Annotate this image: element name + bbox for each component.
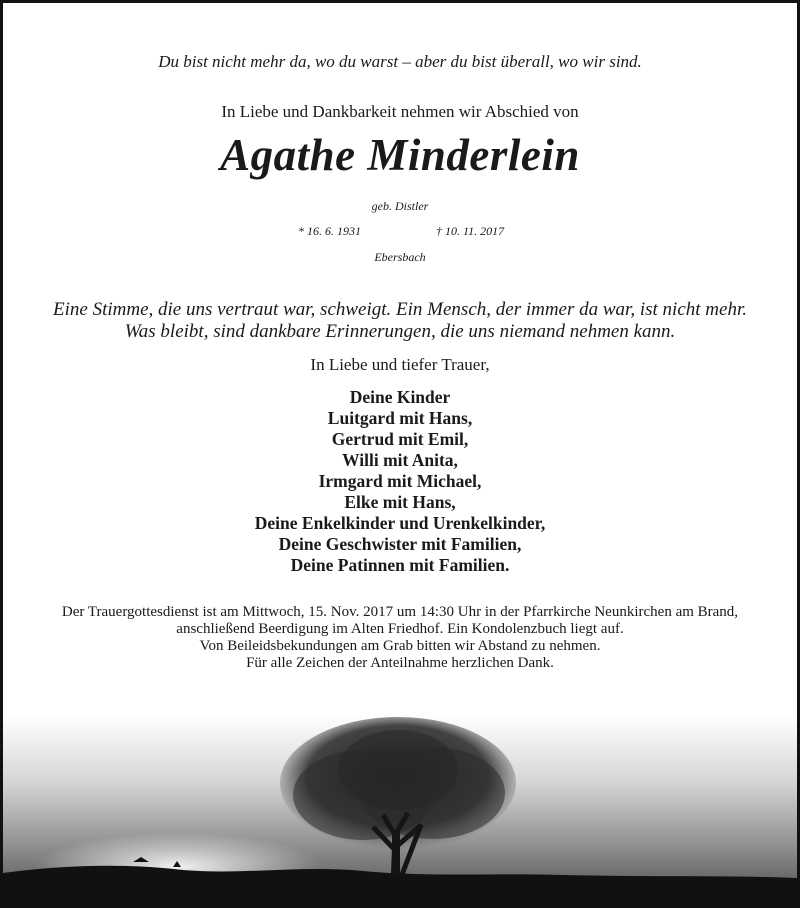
- service-line: Von Beileidsbekundungen am Grab bitten wir Abstand zu nehmen.: [199, 638, 601, 654]
- mourner-line: Willi mit Anita,: [342, 450, 458, 470]
- verse-line: Eine Stimme, die uns vertraut war, schweigt. Ein Mensch, der immer da war, ist nicht mehr.: [53, 299, 747, 320]
- mourner-line: Irmgard mit Michael,: [318, 471, 482, 491]
- mourners-list: [3, 387, 797, 576]
- memorial-verse: [3, 299, 797, 343]
- service-line: Für alle Zeichen der Anteilnahme herzlichen Dank.: [246, 655, 554, 671]
- death-date: † 10. 11. 2017: [436, 224, 505, 238]
- mourner-line: Deine Patinnen mit Familien.: [290, 555, 510, 575]
- mourner-line: Deine Enkelkinder und Urenkelkinder,: [254, 513, 546, 533]
- grief-line: In Liebe und tiefer Trauer,: [310, 355, 490, 374]
- intro-line: In Liebe und Dankbarkeit nehmen wir Abschied von: [221, 102, 579, 121]
- hometown: Ebersbach: [374, 250, 426, 264]
- deceased-name: Agathe Minderlein: [220, 130, 580, 180]
- mourner-line: Gertrud mit Emil,: [331, 429, 469, 449]
- verse-line: Was bleibt, sind dankbare Erinnerungen, die uns niemand nehmen kann.: [124, 321, 676, 342]
- mourner-line: Luitgard mit Hans,: [327, 408, 473, 428]
- birth-date: * 16. 6. 1931: [298, 224, 361, 238]
- life-dates: [3, 224, 797, 240]
- mourner-line: Deine Kinder: [349, 387, 451, 407]
- mourner-line: Elke mit Hans,: [344, 492, 456, 512]
- motto-quote: Du bist nicht mehr da, wo du warst – aber du bist überall, wo wir sind.: [158, 52, 642, 71]
- service-info: [3, 604, 797, 672]
- maiden-name: geb. Distler: [371, 199, 429, 213]
- mourner-line: Deine Geschwister mit Familien,: [278, 534, 522, 554]
- service-line: Der Trauergottesdienst ist am Mittwoch, 15. Nov. 2017 um 14:30 Uhr in der Pfarrkirche Neunkirchen am Brand,: [61, 604, 739, 620]
- service-line: anschließend Beerdigung im Alten Friedhof. Ein Kondolenzbuch liegt auf.: [176, 621, 624, 637]
- tree-silhouette-image: [3, 715, 797, 905]
